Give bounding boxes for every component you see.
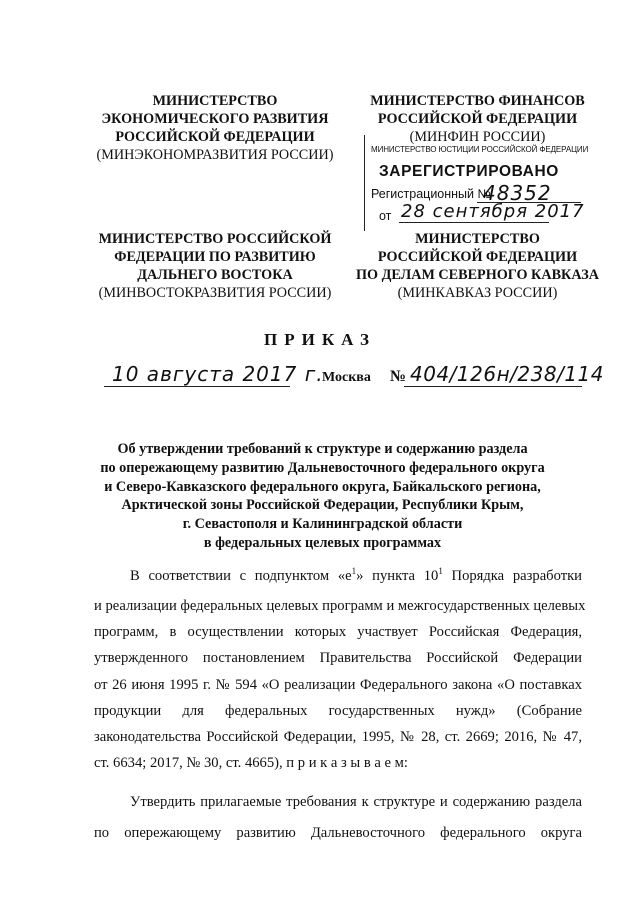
stamp-date-underline bbox=[399, 222, 549, 223]
registration-stamp bbox=[364, 135, 589, 231]
body-text: » пункта 10 bbox=[356, 568, 439, 584]
body-text: В соответствии с подпунктом «е bbox=[130, 568, 352, 584]
stamp-status: ЗАРЕГИСТРИРОВАНО bbox=[379, 163, 559, 180]
body-paragraph-1-line-8: ст. 6634; 2017, № 30, ст. 4665), п р и к а з ы в а е м: bbox=[94, 755, 408, 771]
body-text: Порядка разработки bbox=[442, 568, 582, 584]
fin-ministry-short: (МИНФИН РОССИИ) bbox=[409, 129, 546, 145]
caucasus-ministry-header bbox=[345, 230, 610, 302]
order-date-underline bbox=[104, 386, 290, 387]
stamp-date-prefix: от bbox=[379, 209, 392, 223]
fin-ministry-line-2: РОССИЙСКОЙ ФЕДЕРАЦИИ bbox=[377, 111, 578, 127]
fareast-ministry-header bbox=[80, 230, 350, 302]
order-number-label: № bbox=[390, 368, 407, 385]
econ-ministry-line-1: МИНИСТЕРСТВО bbox=[152, 93, 278, 109]
subject-line: и Северо-Кавказского федерального округа, Байкальского региона, bbox=[104, 478, 541, 495]
order-city: Москва bbox=[322, 370, 371, 385]
fareast-ministry-line-1: МИНИСТЕРСТВО РОССИЙСКОЙ bbox=[98, 231, 332, 247]
order-title: ПРИКАЗ bbox=[264, 330, 376, 349]
fin-ministry-line-1: МИНИСТЕРСТВО ФИНАНСОВ bbox=[370, 93, 585, 109]
body-paragraph-1-line-3: программ, в осуществлении которых участвует Российская Федерация, bbox=[94, 624, 582, 640]
stamp-ministry-line: МИНИСТЕРСТВО ЮСТИЦИИ РОССИЙСКОЙ ФЕДЕРАЦИИ bbox=[371, 145, 589, 154]
caucasus-ministry-line-3: ПО ДЕЛАМ СЕВЕРНОГО КАВКАЗА bbox=[356, 267, 599, 283]
body-paragraph-2-line-2: по опережающему развитию Дальневосточного федерального округа bbox=[94, 825, 582, 841]
body-paragraph-1-line-1 bbox=[130, 566, 582, 586]
stamp-date-handwritten: 28 сентября 2017 bbox=[401, 201, 585, 222]
econ-ministry-short: (МИНЭКОНОМРАЗВИТИЯ РОССИИ) bbox=[96, 147, 334, 163]
econ-ministry-line-2: ЭКОНОМИЧЕСКОГО РАЗВИТИЯ bbox=[101, 111, 329, 127]
subject-line: Арктической зоны Российской Федерации, Республики Крым, bbox=[121, 497, 524, 514]
stamp-reg-number: 48352 bbox=[483, 181, 552, 205]
order-date-handwritten: 10 августа 2017 г. bbox=[112, 362, 324, 386]
order-number-underline bbox=[404, 386, 582, 387]
fareast-ministry-short: (МИНВОСТОКРАЗВИТИЯ РОССИИ) bbox=[98, 285, 332, 301]
body-paragraph-1-line-7: законодательства Российской Федерации, 1995, № 28, ст. 2669; 2016, № 47, bbox=[94, 729, 582, 745]
body-paragraph-1-line-5: от 26 июня 1995 г. № 594 «О реализации Федерального закона «О поставках bbox=[94, 677, 582, 693]
superscript: 1 bbox=[351, 566, 357, 577]
body-paragraph-1-line-4: утвержденного постановлением Правительства Российской Федерации bbox=[94, 650, 582, 666]
order-subject bbox=[75, 440, 570, 553]
econ-ministry-header bbox=[80, 92, 350, 164]
stamp-reg-label: Регистрационный № bbox=[371, 187, 491, 201]
caucasus-ministry-line-1: МИНИСТЕРСТВО bbox=[415, 231, 540, 247]
subject-line: по опережающему развитию Дальневосточного федерального округа bbox=[100, 459, 545, 476]
subject-line: г. Севастополя и Калининградской области bbox=[182, 516, 463, 533]
fareast-ministry-line-3: ДАЛЬНЕГО ВОСТОКА bbox=[137, 267, 293, 283]
subject-line: в федеральных целевых программах bbox=[203, 534, 442, 551]
caucasus-ministry-short: (МИНКАВКАЗ РОССИИ) bbox=[397, 285, 558, 301]
subject-line: Об утверждении требований к структуре и содержанию раздела bbox=[117, 441, 528, 457]
body-paragraph-1-line-2: и реализации федеральных целевых программ и межгосударственных целевых bbox=[94, 598, 586, 614]
body-paragraph-1-line-6: продукции для федеральных государственных нужд» (Собрание bbox=[94, 703, 582, 719]
body-paragraph-2-line-1: Утвердить прилагаемые требования к структуре и содержанию раздела bbox=[130, 794, 582, 810]
fareast-ministry-line-2: ФЕДЕРАЦИИ ПО РАЗВИТИЮ bbox=[114, 249, 316, 265]
caucasus-ministry-line-2: РОССИЙСКОЙ ФЕДЕРАЦИИ bbox=[377, 249, 578, 265]
order-number-handwritten: 404/126н/238/114 bbox=[410, 362, 604, 386]
superscript: 1 bbox=[438, 566, 443, 577]
econ-ministry-line-3: РОССИЙСКОЙ ФЕДЕРАЦИИ bbox=[115, 129, 315, 145]
